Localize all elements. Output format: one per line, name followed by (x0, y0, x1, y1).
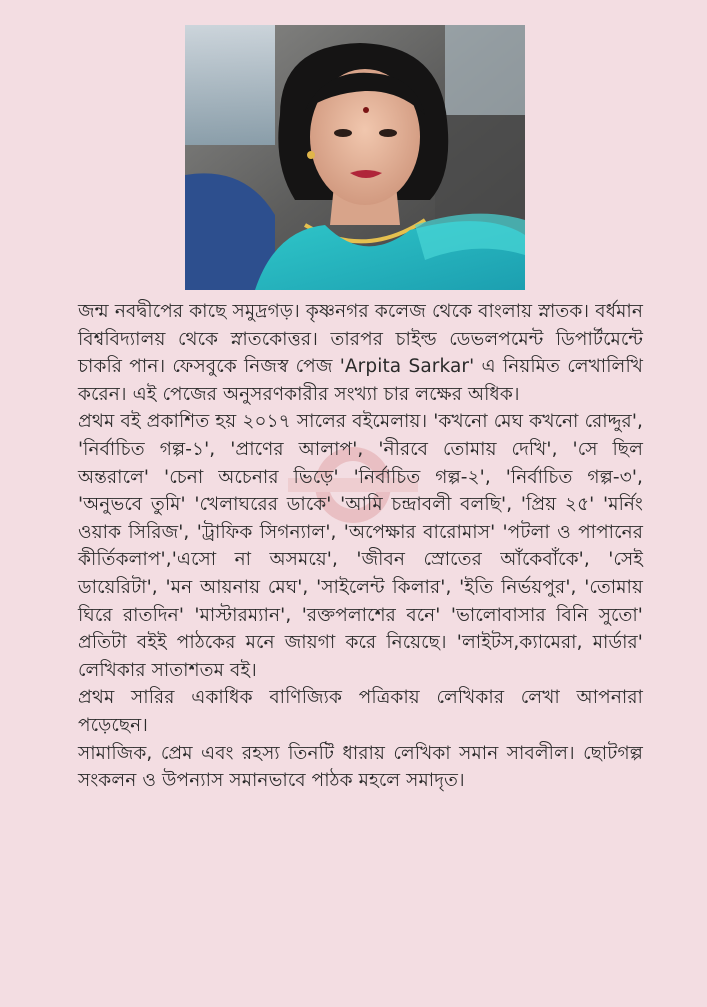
bio-paragraph-early-life: জন্ম নবদ্বীপের কাছে সমুদ্রগড়। কৃষ্ণনগর কলেজ থেকে বাংলায় স্নাতক। বর্ধমান বিশ্ববিদ্যালয় থেকে স্নাতকোত্তর। তারপর চাইল্ড ডেভলপমেন্ট ডিপার্টমেন্টে চাকরি পান। ফেসবুকে নিজস্ব পেজ 'Arpita Sarkar' এ নিয়মিত লেখালিখি করেন। এই পেজের অনুসরণকারীর সংখ্যা চার লক্ষের অধিক। (78, 301, 643, 405)
bio-paragraph-books: প্রথম বই প্রকাশিত হয় ২০১৭ সালের বইমেলায়। 'কখনো মেঘ কখনো রোদ্দুর', 'নির্বাচিত গল্প-১', 'প্রাণের আলাপ', 'নীরবে তোমায় দেখি', 'সে ছিল অন্তরালে' 'চেনা অচেনার ভিড়ে' 'নির্বাচিত গল্প-২', 'নির্বাচিত গল্প-৩', 'অনুভবে তুমি' 'খেলাঘরের ডাকে' 'আমি চন্দ্রাবলী বলছি', 'প্রিয় ২৫' 'মর্নিং ওয়াক সিরিজ', 'ট্রাফিক সিগন্যাল', 'অপেক্ষার বারোমাস' 'পটলা ও পাপানের কীর্তিকলাপ','এসো না অসময়ে', 'জীবন স্রোতের আঁকেবাঁকে', 'সেই ডায়েরিটা', 'মন আয়নায় মেঘ', 'সাইলেন্ট কিলার', 'ইতি নির্ভয়পুর', 'তোমায় ঘিরে রাতদিন' 'মাস্টারম্যান', 'রক্তপলাশের বনে' 'ভালোবাসার বিনি সুতো' প্রতিটা বইই পাঠকের মনে জায়গা করে নিয়েছে। 'লাইটস,ক্যামেরা, মার্ডার' লেখিকার সাতাশতম বই। (78, 411, 643, 681)
bio-paragraph-genres: সামাজিক, প্রেম এবং রহস্য তিনটি ধারায় লেখিকা সমান সাবলীল। ছোটগল্প সংকলন ও উপন্যাস সমানভাবে পাঠক মহলে সমাদৃত। (78, 742, 643, 792)
author-portrait-photo (185, 25, 525, 290)
author-biography (78, 298, 643, 795)
bio-paragraph-magazines: প্রথম সারির একাধিক বাণিজ্যিক পত্রিকায় লেখিকার লেখা আপনারা পড়েছেন। (78, 687, 643, 736)
author-portrait-icon (185, 25, 525, 290)
